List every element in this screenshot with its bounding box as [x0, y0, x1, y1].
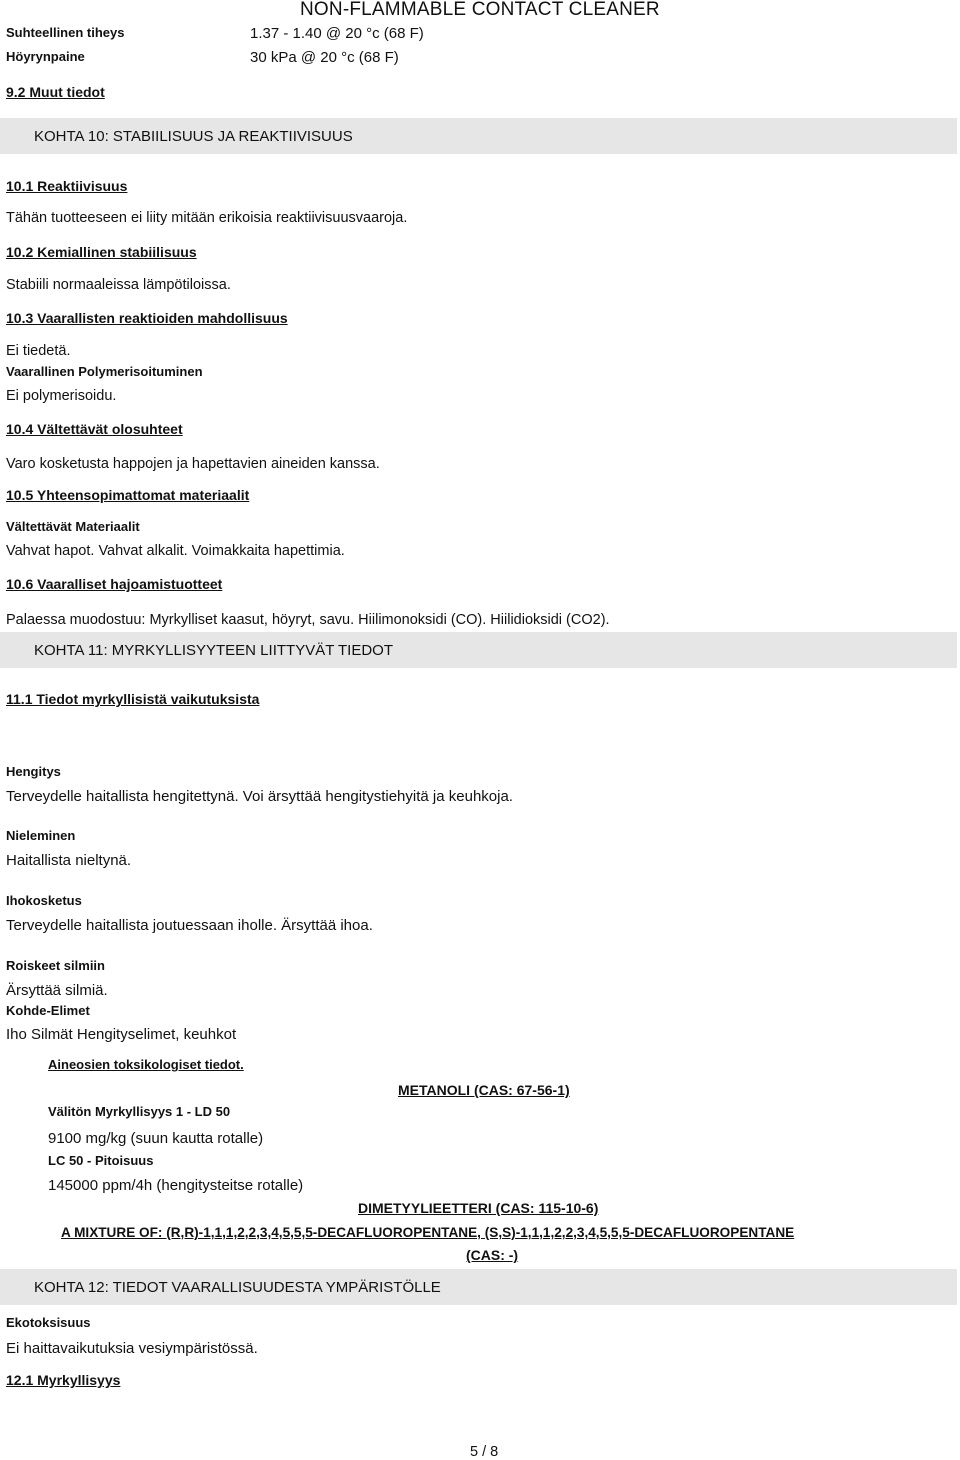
document-title: NON-FLAMMABLE CONTACT CLEANER — [300, 0, 660, 20]
polymerization-text: Ei polymerisoidu. — [6, 388, 117, 404]
ingestion-text: Haitallista nieltynä. — [6, 852, 132, 869]
vapor-pressure-label: Höyrynpaine — [6, 49, 85, 64]
relative-density-label: Suhteellinen tiheys — [6, 25, 125, 40]
toxicity-heading: 12.1 Myrkyllisyys — [6, 1372, 121, 1388]
ecotoxicity-text: Ei haittavaikutuksia vesiympäristössä. — [6, 1340, 258, 1357]
decomposition-products-text: Palaessa muodostuu: Myrkylliset kaasut, höyryt, savu. Hiilimonoksidi (CO). Hiilidioksidi (CO2). — [6, 612, 610, 628]
lc50-label: LC 50 - Pitoisuus — [48, 1153, 154, 1168]
skin-contact-text: Terveydelle haitallista joutuessaan iholle. Ärsyttää ihoa. — [6, 917, 373, 934]
materials-to-avoid-label: Vältettävät Materiaalit — [6, 519, 140, 534]
section-12-title: KOHTA 12: TIEDOT VAARALLISUUDESTA YMPÄRISTÖLLE — [34, 1279, 441, 1296]
polymerization-label: Vaarallinen Polymerisoituminen — [6, 364, 203, 379]
dimethyl-ether-heading: DIMETYYLIEETTERI (CAS: 115-10-6) — [358, 1200, 599, 1216]
eye-contact-text: Ärsyttää silmiä. — [6, 982, 108, 999]
lc50-value: 145000 ppm/4h (hengitysteitse rotalle) — [48, 1177, 304, 1194]
conditions-to-avoid-heading: 10.4 Vältettävät olosuhteet — [6, 421, 183, 437]
target-organs-label: Kohde-Elimet — [6, 1003, 90, 1018]
section-10-title: KOHTA 10: STABIILISUUS JA REAKTIIVISUUS — [34, 128, 353, 145]
conditions-to-avoid-text: Varo kosketusta happojen ja hapettavien aineiden kanssa. — [6, 456, 380, 472]
reactivity-text: Tähän tuotteeseen ei liity mitään erikoisia reaktiivisuusvaaroja. — [6, 210, 408, 226]
target-organs-text: Iho Silmät Hengityselimet, keuhkot — [6, 1026, 237, 1043]
ingredient-toxicology-heading: Aineosien toksikologiset tiedot. — [48, 1057, 244, 1072]
inhalation-text: Terveydelle haitallista hengitettynä. Voi ärsyttää hengitystiehyitä ja keuhkoja. — [6, 788, 513, 805]
reactivity-heading: 10.1 Reaktiivisuus — [6, 178, 128, 194]
acute-toxicity-value: 9100 mg/kg (suun kautta rotalle) — [48, 1130, 264, 1147]
hazardous-reactions-text: Ei tiedetä. — [6, 343, 71, 359]
chemical-stability-text: Stabiili normaaleissa lämpötiloissa. — [6, 277, 231, 293]
incompatible-materials-heading: 10.5 Yhteensopimattomat materiaalit — [6, 487, 250, 503]
eye-contact-label: Roiskeet silmiin — [6, 958, 105, 973]
section-11-title: KOHTA 11: MYRKYLLISYYTEEN LIITTYVÄT TIEDOT — [34, 642, 393, 659]
ingestion-label: Nieleminen — [6, 828, 76, 843]
toxicological-effects-heading: 11.1 Tiedot myrkyllisistä vaikutuksista — [6, 691, 260, 707]
other-info-heading: 9.2 Muut tiedot — [6, 84, 105, 100]
inhalation-label: Hengitys — [6, 764, 61, 779]
materials-to-avoid-text: Vahvat hapot. Vahvat alkalit. Voimakkaita hapettimia. — [6, 543, 345, 559]
skin-contact-label: Ihokosketus — [6, 893, 82, 908]
chemical-stability-heading: 10.2 Kemiallinen stabiilisuus — [6, 244, 197, 260]
methanol-heading: METANOLI (CAS: 67-56-1) — [398, 1082, 570, 1098]
ecotoxicity-label: Ekotoksisuus — [6, 1315, 91, 1330]
mixture-heading-line-1: A MIXTURE OF: (R,R)-1,1,1,2,2,3,4,5,5,5-DECAFLUOROPENTANE, (S,S)-1,1,1,2,2,3,4,5,5,5-DECAFLUOROPENTANE — [61, 1225, 795, 1240]
mixture-heading-line-2: (CAS: -) — [466, 1247, 519, 1263]
relative-density-value: 1.37 - 1.40 @ 20 °c (68 F) — [250, 25, 424, 42]
page-number: 5 / 8 — [470, 1444, 499, 1460]
vapor-pressure-value: 30 kPa @ 20 °c (68 F) — [250, 49, 399, 66]
hazardous-reactions-heading: 10.3 Vaarallisten reaktioiden mahdollisuus — [6, 310, 288, 326]
decomposition-products-heading: 10.6 Vaaralliset hajoamistuotteet — [6, 576, 223, 592]
acute-toxicity-label: Välitön Myrkyllisyys 1 - LD 50 — [48, 1104, 231, 1119]
